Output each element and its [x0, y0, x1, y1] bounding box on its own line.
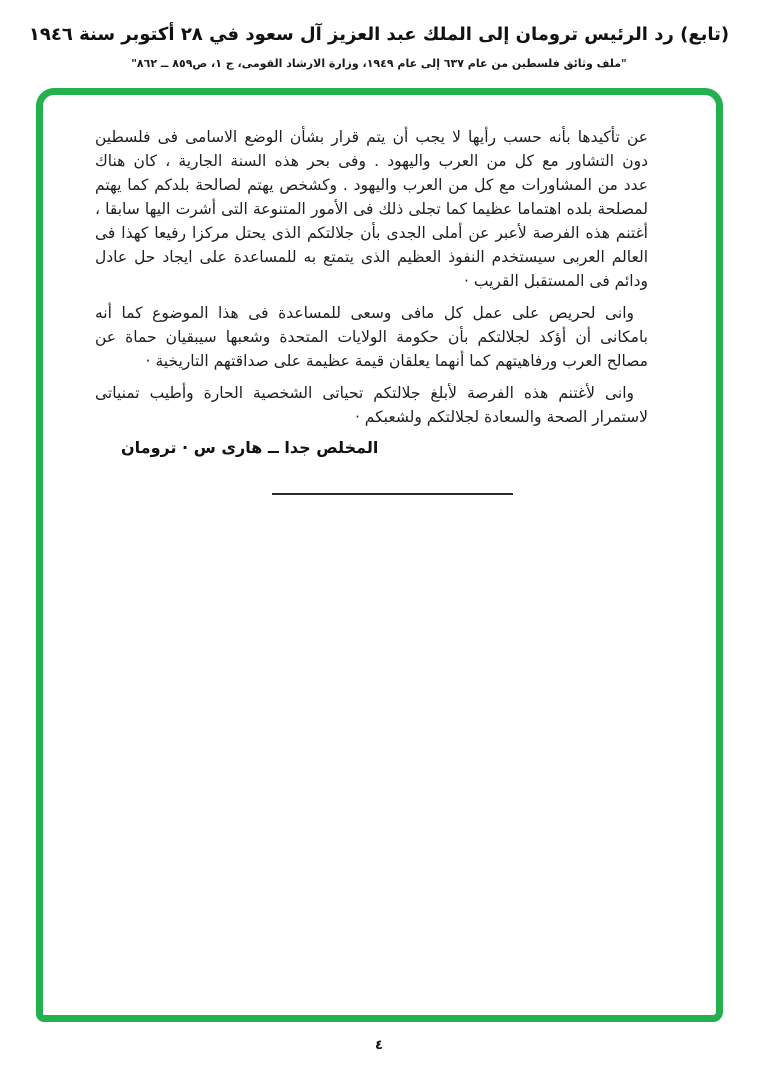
text-line: وانى لأغتنم هذه الفرصة لأبلغ جلالتكم تحياتى الشخصية الحارة وأطيب تمنياتى [95, 384, 634, 402]
text-line: ودائم فى المستقبل القريب · [464, 272, 648, 290]
paragraph [95, 125, 648, 293]
text-line: أغتنم هذه الفرصة لأعبر عن أملى الجدى بأن جلالتكم الذى يحتل مركزا رفيعا كهذا فى [95, 224, 648, 242]
text-line: وانى لحريص على عمل كل مافى وسعى للمساعدة فى هذا الموضوع كما أنه [95, 304, 634, 322]
green-annotation-frame [36, 88, 723, 1022]
text-line: بامكانى أن أؤكد لجلالتكم بأن حكومة الولايات المتحدة وشعبها سيبقيان حماة عن [95, 328, 648, 346]
text-line: عدد من المشاورات مع كل من العرب واليهود . وكشخص يهتم لصالحة بلدكم كما يهتم [95, 176, 648, 194]
letter-body [43, 95, 716, 495]
document-source-reference: "ملف وثائق فلسطين من عام ٦٣٧ إلى عام ١٩٤٩، وزارة الارشاد القومى، ج ١، ص٨٥٩ ــ ٨٦٢" [131, 57, 627, 70]
document-title: (تابع) رد الرئيس ترومان إلى الملك عبد العزيز آل سعود في ٢٨ أكتوبر سنة ١٩٤٦ [28, 24, 730, 45]
text-line: العالم العربى سيستخدم النفوذ العظيم الذى يتمتع به للمساعدة على ايجاد حل عادل [95, 248, 648, 266]
page-number: ٤ [375, 1038, 383, 1053]
text-line: لمصلحة بلده اهتماما عظيما كما تجلى ذلك فى الأمور المتنوعة التى أشرت اليها سابقا ، [95, 200, 648, 218]
horizontal-divider [272, 493, 513, 495]
text-line: مصالح العرب ورفاهيتهم كما أنهما يعلقان قيمة عظيمة على صداقتهم التاريخية · [145, 352, 648, 370]
text-line: دون التشاور مع كل من العرب واليهود . وفى بحر هذه السنة الجارية ، كان هناك [95, 152, 648, 170]
paragraph [95, 381, 648, 429]
text-line: لاستمرار الصحة والسعادة لجلالتكم ولشعبكم · [354, 408, 648, 426]
text-line: عن تأكيدها بأنه حسب رأيها لا يجب أن يتم قرار بشأن الوضع الاسامى فى فلسطين [95, 128, 648, 146]
signature-line: المخلص جدا ــ هارى س · ترومان [121, 438, 379, 457]
paragraph [95, 301, 648, 373]
